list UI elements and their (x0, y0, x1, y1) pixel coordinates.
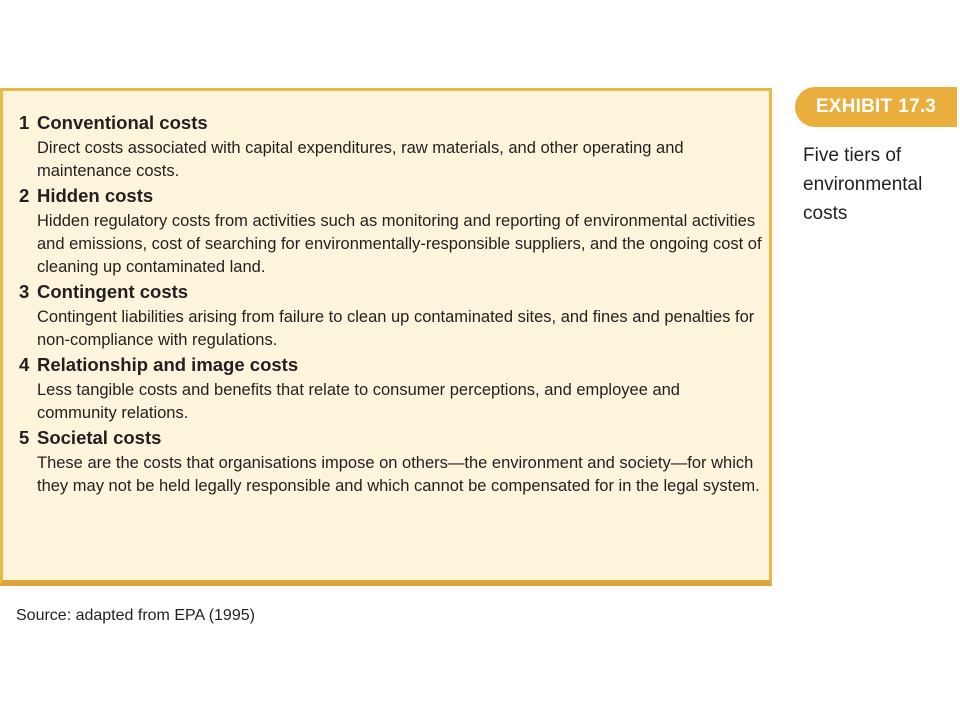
tier-title: Hidden costs (37, 185, 154, 206)
tier-1 (19, 111, 769, 183)
tier-heading (19, 184, 769, 208)
tier-heading (19, 111, 769, 135)
tier-description: Direct costs associated with capital expenditures, raw materials, and other operating and maintenance costs. (37, 139, 684, 180)
tier-number: 1 (19, 112, 30, 133)
tier-description: Less tangible costs and benefits that relate to consumer perceptions, and employee and community relations. (37, 381, 680, 422)
tier-description: These are the costs that organisations impose on others—the environment and society—for which they may not be held legally responsible and which cannot be compensated for in the legal system. (37, 454, 760, 495)
tier-heading (19, 353, 769, 377)
tier-title: Relationship and image costs (37, 354, 299, 375)
tier-heading (19, 280, 769, 304)
exhibit-caption: Five tiers of environmental costs (803, 145, 923, 224)
tier-3 (19, 280, 769, 352)
tier-4 (19, 353, 769, 425)
tier-number: 5 (19, 427, 30, 448)
tier-5 (19, 426, 769, 498)
tier-number: 2 (19, 185, 30, 206)
tier-title: Societal costs (37, 427, 162, 448)
tier-title: Contingent costs (37, 281, 189, 302)
tier-description: Contingent liabilities arising from failure to clean up contaminated sites, and fines and penalties for non-compliance with regulations. (37, 308, 755, 349)
exhibit-badge (795, 87, 957, 127)
tier-title: Conventional costs (37, 112, 208, 133)
tier-number: 3 (19, 281, 30, 302)
tier-number: 4 (19, 354, 30, 375)
exhibit-label: EXHIBIT (815, 96, 893, 117)
tier-2 (19, 184, 769, 279)
source-note: Source: adapted from EPA (1995) (16, 607, 255, 624)
exhibit-number: 17.3 (898, 96, 937, 117)
tier-heading (19, 426, 769, 450)
exhibit-content-box (0, 88, 772, 586)
tier-description: Hidden regulatory costs from activities such as monitoring and reporting of environmental activities and emissions, cost of searching for environmentally-responsible suppliers, and the ongoing cost of cleaning up contaminated land. (37, 212, 762, 276)
